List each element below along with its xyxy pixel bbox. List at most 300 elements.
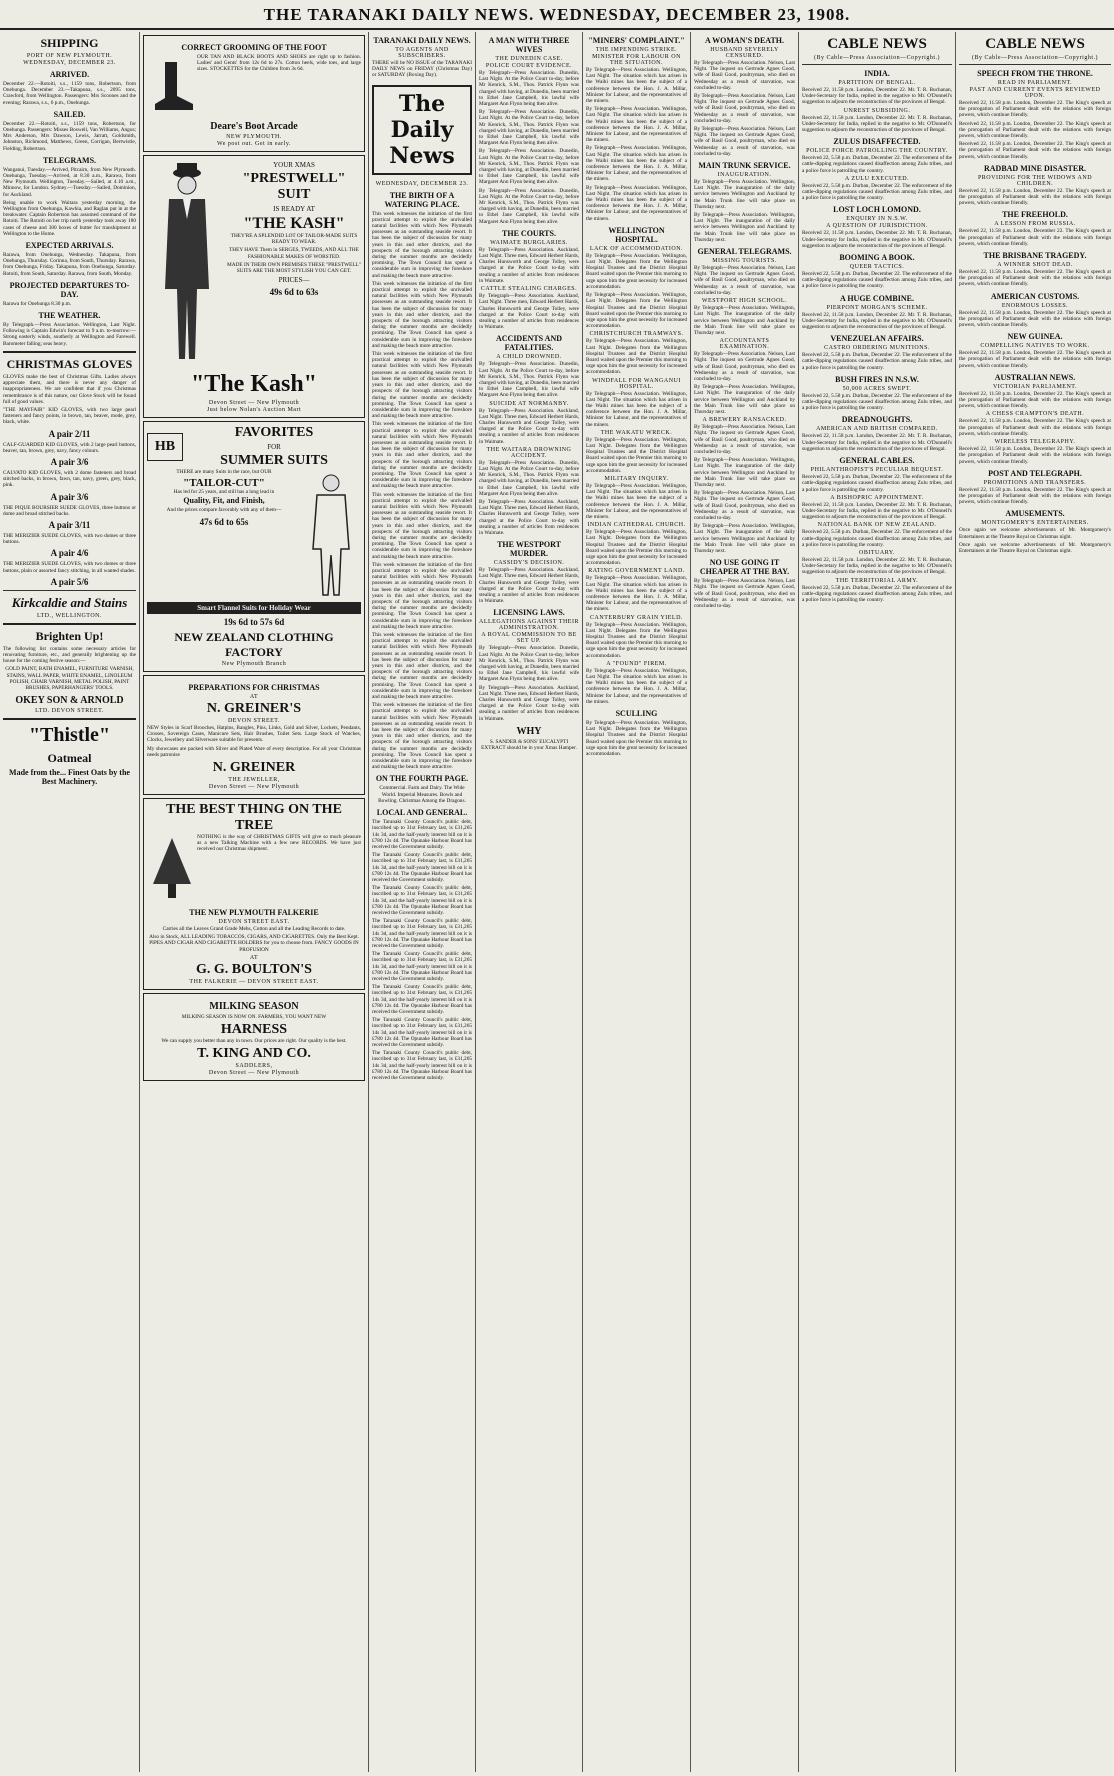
bush-heading: BUSH FIRES IN N.S.W. bbox=[835, 374, 919, 384]
column-8 bbox=[956, 32, 1114, 1772]
death-text-3: By Telegraph—Press Association. Nelson, Last Night. The inquest on Gertrude Agnes Good, wife of Basil Good, poultryman, who died on Wednesday as a result of starvation, was concluded to-day. bbox=[694, 126, 795, 157]
glove-1-price: A pair 2/11 bbox=[48, 428, 91, 439]
sculling-text: By Telegraph—Press Association. Wellington, Last Night. Delegates from the Wellington Hospital Trustees and the District Hospital Board waited upon the Premier this morning to urge upon him the great necessity for increased accommodation. bbox=[586, 720, 687, 758]
hb-logo: HB bbox=[147, 433, 183, 461]
prices-label: PRICES— bbox=[278, 276, 310, 285]
phil-heading: PHILANTHROPIST'S PECULIAR BEQUEST. bbox=[810, 467, 944, 474]
plymouth-text-2: Also in Stock, ALL LEADING TOBACCOS, CIGARS, AND CIGARETTES. Only the Best Kept. PIPES AND CIGAR AND CIGARETTE HOLDERS for you to choose from. FANCY GOODS IN PROFUSION bbox=[149, 934, 359, 953]
kirkcaldie-sub: LTD., WELLINGTON. bbox=[36, 612, 103, 619]
rating-text: By Telegraph—Press Association. Wellington, Last Night. The situation which has arisen in the Waihi mines has been the subject of a conference between the Hon. J. A. Millar, Minister for Labour, and the representatives of the miners. bbox=[586, 575, 687, 613]
okey-sub: LTD. DEVON STREET. bbox=[35, 708, 104, 715]
miners-text-4: By Telegraph—Press Association. Wellington, Last Night. The situation which has arisen in the Waihi mines has been the subject of a conference between the Hon. J. A. Millar, Minister for Labour, and the representatives of the miners. bbox=[586, 184, 687, 222]
thistle-heading: "Thistle" bbox=[28, 724, 111, 747]
wreck-heading: THE WAKATU WRECK. bbox=[600, 429, 673, 436]
plymouth-sub: DEVON STREET EAST. bbox=[218, 919, 290, 926]
australian-heading: AUSTRALIAN NEWS. bbox=[994, 372, 1076, 382]
glove-4-price: A pair 3/11 bbox=[48, 519, 91, 530]
milking-text: MILKING SEASON IS NOW ON. FARMERS, YOU WANT NEW bbox=[181, 1013, 327, 1020]
territorial-text: Received 22, 5.58 p.m. Durban, December 22. The enforcement of the cattle-dipping regulations caused disaffection among Zulu tribes, and a police force is patrolling the country. bbox=[802, 584, 952, 603]
editorial-para-5: This week witnesses the initiation of the first practical attempt to exploit the unrivalled natural facilities with which New Plymouth possesses as an outstanding seaside resort. It has been the subject of discussion for many years in this and other districts, and the prospects of the borough attracting visitors during the summer months are decidedly promising. The Town Council has spent a considerable sum in improving the foreshore and making the beach more attractive. bbox=[372, 491, 472, 560]
radbad-text: Received 22, 11.58 p.m. London, December 22. The King's speech at the prorogation of Parliament dealt with the relations with foreign powers, which continue friendly. bbox=[959, 187, 1111, 207]
acres-text: Received 22, 5.58 p.m. Durban, December 22. The enforcement of the cattle-dipping regulations caused disaffection among Zulu tribes, and a police force is patrolling the country. bbox=[802, 392, 952, 412]
brighten-text: The following list contains some necessary articles for renovating furniture, etc., and generally brightening up the house for the coming festive season:— bbox=[3, 645, 136, 665]
obituary-heading: OBITUARY. bbox=[859, 549, 895, 556]
westport-sub: CASSIDY'S DECISION. bbox=[493, 560, 565, 567]
licensing-sub: ALLEGATIONS AGAINST THEIR ADMINISTRATION. bbox=[479, 619, 579, 632]
boulton-sub: THE FALKERIE — DEVON STREET EAST. bbox=[189, 978, 319, 985]
gloves-text: GLOVES make the best of Christmas Gifts. Ladies always appreciate them, and there is never any danger of inappropriateness. We are confident that if you Christmas remembrance is of this nature, our Glove Stock will be found full of good values. bbox=[3, 373, 136, 405]
obituary-text: Received 22, 11.58 p.m. London, December 22. Mr. T. R. Buchanan, Under-Secretary for India, replied in the negative to Mr. O'Donnell's suggestion to adjourn the reconstruction of the provinces of Bengal. bbox=[802, 556, 952, 576]
oatmeal-heading: Oatmeal bbox=[47, 751, 92, 766]
lesson-text: Received 22, 11.58 p.m. London, December 22. The King's speech at the prorogation of Parliament dealt with the relations with foreign powers, which continue friendly. bbox=[959, 228, 1111, 247]
queer-text: Received 22, 5.58 p.m. Durban, December 22. The enforcement of the cattle-dipping regulations caused disaffection among Zulu tribes, and a police force is patrolling the country. bbox=[802, 271, 952, 290]
column-7 bbox=[799, 32, 956, 1772]
jurisdiction-text: Received 22, 11.58 p.m. London, December 22. Mr. T. R. Buchanan, Under-Secretary for India, replied in the negative to Mr. O'Donnell's suggestion to adjourn the reconstruction of the provinces of Bengal. bbox=[802, 230, 952, 249]
departures-heading: PROJECTED DEPARTURES TO-DAY. bbox=[9, 280, 130, 299]
local-heading: LOCAL AND GENERAL. bbox=[376, 808, 468, 818]
weather-heading: THE WEATHER. bbox=[38, 311, 101, 321]
shipping-heading: SHIPPING bbox=[40, 36, 99, 50]
notice-heading: TARANAKI DAILY NEWS. bbox=[373, 36, 471, 45]
executed-heading: A ZULU EXECUTED. bbox=[844, 175, 910, 182]
guinea-text: Received 22, 11.58 p.m. London, December 22. The King's speech at the prorogation of Parliament dealt with the relations with foreign powers, which continue friendly. bbox=[959, 350, 1111, 369]
brewery-text-4: By Telegraph—Press Association. Wellington, Last Night. The inauguration of the daily service between Wellington and Auckland by the Main Trunk line will take place on Thursday next. bbox=[694, 523, 795, 554]
lomond-heading: LOST LOCH LOMOND. bbox=[833, 205, 921, 215]
column-2 bbox=[140, 32, 369, 1772]
customs-text: Received 22, 11.58 p.m. London, December 22. The King's speech at the prorogation of Parliament dealt with the relations with foreign powers, which continue friendly. bbox=[959, 309, 1111, 329]
correct-heading: CORRECT GROOMING OF THE FOOT bbox=[181, 43, 327, 52]
victorian-heading: VICTORIAN PARLIAMENT. bbox=[992, 383, 1078, 390]
glove-3-price: A pair 3/6 bbox=[50, 491, 89, 502]
greiner-jeweller: THE JEWELLER, bbox=[228, 777, 280, 784]
military-text: By Telegraph—Press Association. Wellington, Last Night. The situation which has arisen in the Waihi mines has been the subject of a conference between the Hon. J. A. Millar, Minister for Labour, and the representatives of the miners. bbox=[586, 482, 687, 520]
speech-text-2: Received 22, 11.58 p.m. London, December 22. The King's speech at the prorogation of Parliament dealt with the relations with foreign powers, which continue friendly. bbox=[959, 120, 1111, 140]
kash-text-2: THEY HAVE Them in SERGES, TWEEDS, AND ALL THE FASHIONABLE MAKES OF WORSTED. bbox=[229, 247, 359, 260]
accidents-text: By Telegraph—Press Association. Dunedin, Last Night. At the Police Court to-day, before Mr Kenrick, S.M., Thos. Patrick Flynn was charged with having, at Dunedin, been married to Ethel Jane Campbell, his lawful wife Margaret Ann Flynn being then alive. bbox=[479, 361, 579, 399]
promotions-text: Received 22, 11.58 p.m. London, December 22. The King's speech at the prorogation of Parliament dealt with the relations with foreign powers, which continue friendly. bbox=[959, 486, 1111, 506]
man-in-suit-illustration bbox=[147, 159, 227, 369]
okey-heading: OKEY SON & ARNOLD bbox=[15, 695, 124, 707]
quality-text-2: And the prices compare favorably with any of them— bbox=[166, 507, 282, 514]
speech-sub-2: PAST AND CURRENT EVENTS REVIEWED UPON. bbox=[969, 87, 1101, 99]
death-text-2: By Telegraph—Press Association. Nelson, Last Night. The inquest on Gertrude Agnes Good, wife of Basil Good, poultryman, who died on Wednesday as a result of starvation, was concluded to-day. bbox=[694, 93, 795, 124]
accidents-heading: ACCIDENTS AND FATALITIES. bbox=[495, 334, 562, 353]
lomond-sub: ENQUIRY IN N.S.W. bbox=[846, 216, 908, 223]
wellington-text-2: By Telegraph—Press Association. Wellington, Last Night. Delegates from the Wellington Hospital Trustees and the District Hospital Board waited upon the Premier this morning to urge upon him the great necessity for increased accommodation. bbox=[586, 292, 687, 330]
expected-text: Rarawa, from Onehunga, Wednesday. Takapuna, from Onehunga, Thursday. Corinna, from South, Thursday. Rarawa, from Onehunga, Friday. Takapuna, from Onehunga, Saturday. Rotoiti, from South, Saturday. Rarawa, from South, Monday. bbox=[3, 252, 136, 277]
canterbury-heading: CANTERBURY GRAIN YIELD. bbox=[590, 614, 683, 621]
kash-big: "The Kash" bbox=[190, 371, 317, 397]
castro-text: Received 22, 5.58 p.m. Durban, December 22. The enforcement of the cattle-dipping regulations caused disaffection among Zulu tribes, and a police force is patrolling the country. bbox=[802, 352, 952, 371]
zulus-text: Received 22, 5.58 p.m. Durban, December 22. The enforcement of the cattle-dipping regulations caused disaffection among Zulu tribes, and a police force is patrolling the country. bbox=[802, 155, 952, 174]
tree-text: NOTHING is the way of CHRISTMAS GIFTS will give so much pleasure as a new Talking Machine with a few new RECORDS. We have just received our Christmas shipment. bbox=[197, 834, 361, 853]
miners-sub-2: MINISTER FOR LABOUR ON THE SITUATION. bbox=[592, 54, 681, 66]
general-cables-heading: GENERAL CABLES. bbox=[839, 456, 915, 466]
port-line: PORT OF NEW PLYMOUTH. bbox=[26, 53, 113, 59]
page4-heading: ON THE FOURTH PAGE. bbox=[375, 774, 469, 784]
summer-suits-ad bbox=[143, 421, 365, 672]
crampton-heading: A CHESS CRAMPTON'S DEATH. bbox=[985, 411, 1085, 418]
trunk-text-1: By Telegraph—Press Association. Wellington, Last Night. The inauguration of the daily service between Wellington and Auckland by the Main Trunk line will take place on Thursday next. bbox=[694, 179, 795, 210]
accountant-heading: ACCOUNTANTS EXAMINATION. bbox=[719, 338, 770, 351]
tramway-heading: CHRISTCHURCH TRAMWAYS. bbox=[589, 331, 684, 338]
crampton-text: Received 22, 11.58 p.m. London, December 22. The King's speech at the prorogation of Parliament dealt with the relations with foreign powers, which continue friendly. bbox=[959, 418, 1111, 437]
tailor-price: 47s 6d to 65s bbox=[199, 516, 249, 527]
brisbane-text: Received 22, 11.58 p.m. London, December 22. The King's speech at the prorogation of Parliament dealt with the relations with foreign powers, which continue friendly. bbox=[959, 269, 1111, 288]
jurisdiction-heading: A QUESTION OF JURISDICTION. bbox=[826, 223, 928, 230]
column-1 bbox=[0, 32, 140, 1772]
summer-heading: SUMMER SUITS bbox=[220, 453, 328, 468]
editorial-para-2: This week witnesses the initiation of the first practical attempt to exploit the unrivalled natural facilities with which New Plymouth possesses as an outstanding seaside resort. It has been the subject of discussion for many years in this and other districts, and the prospects of the borough attracting visitors during the summer months are decidedly promising. The Town Council has spent a considerable sum in improving the foreshore and making the beach more attractive. bbox=[372, 280, 472, 349]
departures-text: Rarawa for Onehunga 8.30 p.m. bbox=[3, 300, 72, 307]
wanganui-heading: WINDFALL FOR WANGANUI HOSPITAL. bbox=[592, 377, 681, 390]
miners-text-1: By Telegraph—Press Association. Wellington, Last Night. The situation which has arisen in the Waihi mines has been the subject of a conference between the Hon. J. A. Millar, Minister for Labour, and the representatives of the miners. bbox=[586, 67, 687, 105]
amusements-text-1: Once again we welcome advertisements of Mr. Montgomery's Entertainers at the Theatre Royal on Christmas night. bbox=[959, 527, 1111, 540]
waitara-text-1: By Telegraph—Press Association. Dunedin, Last Night. At the Police Court to-day, before Mr Kenrick, S.M., Thos. Patrick Flynn was charged with having, at Dunedin, been married to Ethel Jane Campbell, his lawful wife Margaret Ann Flynn being then alive. bbox=[479, 459, 579, 497]
oatmeal-text: Made from the... Finest Oats by the Best Machinery. bbox=[9, 768, 130, 787]
wellington-sub: LACK OF ACCOMMODATION. bbox=[589, 245, 684, 252]
deare-foot: We post out. Get in early. bbox=[217, 141, 291, 147]
castro-heading: CASTRO ORDERING MUNITIONS. bbox=[824, 345, 930, 352]
greiner-text-2: My showcases are packed with Silver and Plated Ware of every description. For all your Christmas needs patronise bbox=[147, 745, 361, 758]
local-text-4: The Taranaki County Council's public debt, inscribed up to 31st February last, is £31,265 14s 3d, and the half-yearly interest bill on it is £780 12s 4d. The Opunake Harbour Board has received the Government subsidy. bbox=[372, 918, 472, 949]
glove-4-text: THE PIQUE BOURSIER SUEDE GLOVES, three buttons or dome and broad stitched backs. bbox=[3, 504, 136, 517]
sailed-heading: SAILED. bbox=[53, 109, 86, 119]
speech-sub: READ IN PARLIAMENT. bbox=[997, 80, 1073, 86]
banking-text: Received 22, 5.58 p.m. Durban, December 22. The enforcement of the cattle-dipping regulations caused disaffection among Zulu tribes, and a police force is patrolling the country. bbox=[802, 529, 952, 548]
king-sub: SADDLERS, bbox=[235, 1063, 273, 1070]
suicide-heading: SUICIDE AT NORMANBY. bbox=[489, 400, 569, 407]
why-heading: WHY bbox=[516, 725, 542, 737]
unrest-heading: UNREST SUBSIDING. bbox=[843, 107, 911, 114]
smart-heading: Smart Flannel Suits for Holiday Wear bbox=[147, 602, 361, 614]
daily-news-heading: The Daily News bbox=[372, 85, 472, 175]
acres-heading: 50,000 ACRES SWEPT. bbox=[842, 385, 912, 392]
greiner-name: N. GREINER bbox=[212, 760, 296, 776]
wives-text-4: By Telegraph—Press Association. Dunedin, Last Night. At the Police Court to-day, before Mr Kenrick, S.M., Thos. Patrick Flynn was charged with having, at Dunedin, been married to Ethel Jane Campbell, his lawful wife Margaret Ann Flynn being then alive. bbox=[479, 187, 579, 225]
king-addr: Devon Street — New Plymouth bbox=[208, 1070, 300, 1077]
unrest-text: Received 22, 11.58 p.m. London, December 22. Mr. T. R. Buchanan, Under-Secretary for India, replied in the negative to Mr. O'Donnell's suggestion to adjourn the reconstruction of the provinces of Bengal. bbox=[802, 114, 952, 134]
brighten-heading: Brighten Up! bbox=[35, 628, 104, 643]
cable-news-sub-1: (By Cable—Press Association—Copyright.) bbox=[814, 55, 940, 61]
notice-sub: TO AGENTS AND SUBSCRIBERS. bbox=[395, 47, 449, 59]
licensing-heading: LICENSING LAWS. bbox=[493, 608, 565, 618]
boot-illustration bbox=[147, 58, 197, 113]
dreadnoughts-sub: AMERICAN AND BRITISH COMPARED. bbox=[816, 426, 938, 433]
pierpont-heading: PIERPONT MORGAN'S SCHEME. bbox=[826, 304, 928, 311]
column-3 bbox=[369, 32, 476, 1772]
favorites-heading: FAVORITES bbox=[234, 425, 314, 440]
date-line: WEDNESDAY, DECEMBER 23. bbox=[23, 60, 116, 66]
cable-news-sub-2: (By Cable—Press Association—Copyright.) bbox=[972, 55, 1098, 61]
christmas-tree-illustration bbox=[147, 834, 197, 904]
executed-text: Received 22, 5.58 p.m. Durban, December 22. The enforcement of the cattle-dipping regulations caused disaffection among Zulu tribes, and a police force is patrolling the country. bbox=[802, 182, 952, 202]
bishop-heading: A BISHOPRIC APPOINTMENT. bbox=[830, 494, 924, 501]
glove-5-price: A pair 4/6 bbox=[50, 548, 89, 559]
glove-6-text: THE MERIZIER SUEDE GLOVES, with two domes or three buttons, plain or assorted fancy stitching, in all wanted shades. bbox=[3, 561, 136, 574]
brewery-heading: A BREWERY RANSACKED. bbox=[702, 417, 787, 424]
kash-ad bbox=[143, 155, 365, 418]
zulus-sub: POLICE FORCE PATROLLING THE COUNTRY. bbox=[806, 148, 948, 155]
local-text-8: The Taranaki County Council's public debt, inscribed up to 31st February last, is £31,265 14s 3d, and the half-yearly interest bill on it is £780 12s 4d. The Opunake Harbour Board has received the Government subsidy. bbox=[372, 1050, 472, 1082]
licensing-text-2: By Telegraph—Press Association. Auckland, Last Night. Three men, Edward Herbert Hards, Charles Hunsworth and George Tolley, were charged at the Police Court to-day with stealing a number of articles from residences in Waimate. bbox=[479, 684, 579, 722]
death-heading: A WOMAN'S DEATH. bbox=[704, 36, 785, 45]
harness-ad bbox=[143, 993, 365, 1081]
local-text-3: The Taranaki County Council's public debt, inscribed up to 31st February last, is £31,265 14s 3d, and the half-yearly interest bill on it is £780 12s 4d. The Opunake Harbour Board has received the Government subsidy. bbox=[372, 885, 472, 916]
partition-text: Received 22, 11.58 p.m. London, December 22. Mr. T. R. Buchanan, Under-Secretary for India, replied in the negative to Mr. O'Donnell's suggestion to adjourn the reconstruction of the provinces of Bengal. bbox=[802, 87, 952, 106]
wives-heading: A MAN WITH THREE WIVES bbox=[488, 36, 570, 54]
courts-sub: WAIMATE BURGLARIES. bbox=[490, 239, 568, 246]
trunk-heading: MAIN TRUNK SERVICE. bbox=[698, 161, 791, 171]
prep-heading: PREPARATIONS FOR CHRISTMAS bbox=[188, 683, 320, 692]
smart-price: 19s 6d to 57s 6d bbox=[223, 617, 285, 627]
kash-addr: Devon Street — New Plymouth bbox=[208, 400, 300, 406]
india-heading: INDIA. bbox=[864, 69, 890, 78]
westport-heading: THE WESTPORT MURDER. bbox=[497, 540, 561, 559]
local-text-6: The Taranaki County Council's public debt, inscribed up to 31st February last, is £31,265 14s 3d, and the half-yearly interest bill on it is £780 12s 4d. The Opunake Harbour Board has received the Government subsidy. bbox=[372, 984, 472, 1015]
kash-text: THEY'RE A SPLENDID LOT OF TAILOR-MADE SUITS READY TO WEAR. bbox=[230, 233, 358, 246]
sailed-text: December 22.—Rotoiti, s.s., 1159 tons, Robertson, for Onehunga. Passengers: Misses Boswell, Van Williams, Angus; Mrs Anderson, Mrs Dawson, Lewis, Jarratt, Goldsmith, Johnston, Richmond, Matthews, Green, Corrigan, Bertwistle, Fielding, Robertson. bbox=[3, 120, 136, 152]
customs-heading: AMERICAN CUSTOMS. bbox=[990, 291, 1080, 301]
brisbane-sub: A WINNER SHOT DEAD. bbox=[997, 262, 1073, 269]
tailor-text: THERE are many Suits in the race, but OUR bbox=[176, 469, 272, 475]
radbad-heading: RADBAD MINE DISASTER. bbox=[983, 163, 1086, 173]
zulus-heading: ZULUS DISAFFECTED. bbox=[833, 137, 921, 147]
kash-heading: "THE KASH" bbox=[243, 215, 345, 232]
accidents-sub: A CHILD DROWNED. bbox=[496, 354, 562, 361]
miners-text-3: By Telegraph—Press Association. Wellington, Last Night. The situation which has arisen in the Waihi mines has been the subject of a conference between the Hon. J. A. Millar, Minister for Labour, and the representatives of the miners. bbox=[586, 145, 687, 183]
xmas-heading: YOUR XMAS bbox=[273, 161, 315, 169]
radbad-sub: PROVIDING FOR THE WIDOWS AND CHILDREN. bbox=[977, 174, 1093, 187]
suicide-text: By Telegraph—Press Association. Auckland, Last Night. Three men, Edward Herbert Hards, Charles Hunsworth and George Tolley, were charged at the Police Court to-day with stealing a number of articles from residences in Waimate. bbox=[479, 407, 579, 445]
cattle-heading: CATTLE STEALING CHARGES. bbox=[480, 286, 578, 293]
found-heading: A "FOUND" FIREM. bbox=[606, 660, 667, 667]
boot-ad bbox=[143, 35, 365, 152]
arrived-text: December 22.—Rotoiti, s.s., 1159 tons, Robertson, from Onehunga. December 23.—Takapuna, s.s., 2095 tons, Crawford, from Wellington. Passengers: Mrs Scoones and the evening; Rarawa, s.s., 6 p.m., Onehunga. bbox=[3, 81, 136, 106]
dreadnoughts-heading: DREADNOUGHTS. bbox=[841, 415, 913, 425]
wanganui-text: By Telegraph—Press Association. Wellington, Last Night. The situation which has arisen in the Waihi mines has been the subject of a conference between the Hon. J. A. Millar, Minister for Labour, and the representatives of the miners. bbox=[586, 390, 687, 428]
phil-text: Received 22, 5.58 p.m. Durban, December 22. The enforcement of the cattle-dipping regulations caused disaffection among Zulu tribes, and a police force is patrolling the country. bbox=[802, 474, 952, 493]
bishop-text: Received 22, 11.58 p.m. London, December 22. Mr. T. R. Buchanan, Under-Secretary for India, replied in the negative to Mr. O'Donnell's suggestion to adjourn the reconstruction of the provinces of Bengal. bbox=[802, 501, 952, 521]
promotions-heading: PROMOTIONS AND TRANSFERS. bbox=[983, 479, 1087, 486]
kash-addr-2: Just below Nolan's Auction Mart bbox=[206, 407, 302, 413]
correct-text: OUR TAN AND BLACK BOOTS AND SHOES are right up to fashion. Ladies' and Gents' from 12s 6d to 27s. Cotton heels, wide toes, and large sizes. STOCKETTES for the Children from 3s 6d. bbox=[197, 54, 361, 73]
deare-heading: Deare's Boot Arcade bbox=[210, 121, 298, 132]
tailor-cut: "TAILOR-CUT" bbox=[183, 477, 265, 490]
nzcf-heading: NEW ZEALAND CLOTHING FACTORY bbox=[174, 630, 334, 659]
favorites-for: FOR bbox=[267, 443, 281, 451]
page4-text: Commercial. Farm and Dairy. The Wide World. Imperial Measures. Bowls and Bowling. Christmas Among the Dragons. bbox=[378, 785, 466, 804]
trunk-text-2: By Telegraph—Press Association. Wellington, Last Night. The inauguration of the daily service between Wellington and Auckland by the Main Trunk line will take place on Thursday next. bbox=[694, 212, 795, 243]
wives-text-2: By Telegraph—Press Association. Dunedin, Last Night. At the Police Court to-day, before Mr Kenrick, S.M., Thos. Patrick Flynn was charged with having, at Dunedin, been married to Ethel Jane Campbell, his lawful wife Margaret Ann Flynn being then alive. bbox=[479, 109, 579, 147]
accountant-text-2: By Telegraph—Press Association. Wellington, Last Night. The inauguration of the daily service between Wellington and Auckland by the Main Trunk line will take place on Thursday next. bbox=[694, 384, 795, 415]
freehold-heading: THE FREEHOLD. bbox=[1002, 210, 1068, 220]
courts-text-2: By Telegraph—Press Association. Auckland, Last Night. Three men, Edward Herbert Hards, Charles Hunsworth and George Tolley, were charged at the Police Court to-day with stealing a number of articles from residences in Waimate. bbox=[479, 293, 579, 331]
wellington-text-1: By Telegraph—Press Association. Wellington, Last Night. Delegates from the Wellington Hospital Trustees and the District Hospital Board waited upon the Premier this morning to urge upon him the great necessity for increased accommodation. bbox=[586, 252, 687, 290]
harness-text: We can supply you better than any in town. Our prices are right. Our quality is the best. bbox=[161, 1038, 347, 1045]
column-6 bbox=[691, 32, 799, 1772]
pierpont-text: Received 22, 11.58 p.m. London, December 22. Mr. T. R. Buchanan, Under-Secretary for India, replied in the negative to Mr. O'Donnell's suggestion to adjourn the reconstruction of the provinces of Bengal. bbox=[802, 311, 952, 331]
lecture-heading: INDIAN CATHEDRAL CHURCH. bbox=[587, 522, 686, 529]
rating-heading: RATING GOVERNMENT LAND. bbox=[588, 568, 685, 575]
speech-heading: SPEECH FROM THE THRONE. bbox=[977, 69, 1093, 78]
greiner-addr: Devon Street — New Plymouth bbox=[208, 784, 300, 791]
wives-sub-2: POLICE COURT EVIDENCE. bbox=[485, 63, 573, 69]
westport-school-text: By Telegraph—Press Association. Wellington, Last Night. The inauguration of the daily service between Wellington and Auckland by the Main Trunk line will take place on Thursday next. bbox=[694, 305, 795, 336]
boulton-heading: G. G. BOULTON'S bbox=[196, 961, 312, 977]
tree-ad bbox=[143, 798, 365, 990]
kirkcaldie-heading: Kirkcaldie and Stains bbox=[11, 594, 128, 610]
glove-1-text: "THE MAYFAIR" KID GLOVES, with two large pearl fasteners and fancy points, in brown, tan, beaver, mode, grey, black, white. bbox=[3, 406, 136, 426]
tree-heading: THE BEST THING ON THE TREE bbox=[166, 802, 342, 834]
no-use-text: By Telegraph—Press Association. Nelson, Last Night. The inquest on Gertrude Agnes Good, wife of Basil Good, poultryman, who died on Wednesday as a result of starvation, was concluded to-day. bbox=[694, 578, 795, 610]
glove-6-price: A pair 5/6 bbox=[50, 576, 89, 587]
trunk-sub: INAUGURATION. bbox=[717, 172, 772, 179]
local-text-7: The Taranaki County Council's public debt, inscribed up to 31st February last, is £31,265 14s 3d, and the half-yearly interest bill on it is £780 12s 4d. The Opunake Harbour Board has received the Government subsidy. bbox=[372, 1017, 472, 1048]
quality-text: Quality, Fit, and Finish, bbox=[183, 496, 265, 506]
column-5 bbox=[583, 32, 691, 1772]
plymouth-text: Carries all the Leaves Grand Grade Mehs, Cotton and all the Leading Records to date. bbox=[162, 926, 346, 933]
missing-heading: MISSING TOURISTS. bbox=[712, 258, 777, 265]
glove-2-price: A pair 3/6 bbox=[50, 456, 89, 467]
courts-text: By Telegraph—Press Association. Auckland, Last Night. Three men, Edward Herbert Hards, Charles Hunsworth and George Tolley, were charged at the Police Court to-day with stealing a number of articles from residences in Waimate. bbox=[479, 246, 579, 284]
editorial-para-6: This week witnesses the initiation of the first practical attempt to exploit the unrivalled natural facilities with which New Plymouth possesses as an outstanding seaside resort. It has been the subject of discussion for many years in this and other districts, and the prospects of the borough attracting visitors during the summer months are decidedly promising. The Town Council has spent a considerable sum in improving the foreshore and making the beach more attractive. bbox=[372, 561, 472, 630]
greiner-text: NEW Styles in Scarf Brooches, Hatpins, Bangles, Pins, Links, Gold and Silver, Lockets, Pendants, Crosses, Sovereign Cases, Manicure Sets, Hair Brushes, Toilet Sets. Large Stock of Watches, Clocks, Jewellery and Silverware suitable for presents. bbox=[147, 725, 361, 744]
customs-sub: ENORMOUS LOSSES. bbox=[1001, 302, 1069, 309]
notice-text: THERE will be NO ISSUE of the TARANAKI DAILY NEWS on FRIDAY (Christmas Day) or SATURDAY (Boxing Day). bbox=[372, 60, 472, 79]
speech-text-3: Received 22, 11.58 p.m. London, December 22. The King's speech at the prorogation of Parliament dealt with the relations with foreign powers, which continue friendly. bbox=[959, 141, 1111, 160]
victorian-text: Received 22, 11.58 p.m. London, December 22. The King's speech at the prorogation of Parliament dealt with the relations with foreign powers, which continue friendly. bbox=[959, 390, 1111, 410]
combine-heading: A HUGE COMBINE. bbox=[839, 293, 914, 303]
wireless-heading: WIRELESS TELEGRAPHY. bbox=[994, 439, 1076, 446]
death-text-1: By Telegraph—Press Association. Nelson, Last Night. The inquest on Gertrude Agnes Good, wife of Basil Good, poultryman, who died on Wednesday as a result of starvation, was concluded to-day. bbox=[694, 60, 795, 91]
daily-date: WEDNESDAY, DECEMBER 23. bbox=[375, 180, 469, 187]
editorial-para-8: This week witnesses the initiation of the first practical attempt to exploit the unrivalled natural facilities with which New Plymouth possesses as an outstanding seaside resort. It has been the subject of discussion for many years in this and other districts, and the prospects of the borough attracting visitors during the summer months are decidedly promising. The Town Council has spent a considerable sum in improving the foreshore and making the beach more attractive. bbox=[372, 702, 472, 771]
westport-text: By Telegraph—Press Association. Auckland, Last Night. Three men, Edward Herbert Hards, Charles Hunsworth and George Tolley, were charged at the Police Court to-day with stealing a number of articles from residences in Waimate. bbox=[479, 567, 579, 605]
prices-value: 49s 6d to 63s bbox=[269, 287, 319, 298]
deare-sub: NEW PLYMOUTH. bbox=[226, 134, 282, 140]
nzcf-sub: New Plymouth Branch bbox=[221, 661, 287, 667]
waitara-heading: THE WAITARA DROWNING ACCIDENT. bbox=[486, 446, 572, 459]
licensing-sub-2: A ROYAL COMMISSION TO BE SET UP. bbox=[481, 632, 577, 645]
gloves-heading: CHRISTMAS GLOVES bbox=[6, 356, 133, 371]
missing-text: By Telegraph—Press Association. Nelson, Last Night. The inquest on Gertrude Agnes Good, wife of Basil Good, poultryman, who died on Wednesday as a result of starvation, was concluded to-day. bbox=[694, 265, 795, 296]
king-heading: T. KING AND CO. bbox=[197, 1046, 311, 1062]
editorial-para-1: This week witnesses the initiation of the first practical attempt to exploit the unrivalled natural facilities with which New Plymouth possesses as an outstanding seaside resort. It has been the subject of discussion for many years in this and other districts, and the prospects of the borough attracting visitors during the summer months are decidedly promising. The Town Council has spent a considerable sum in improving the foreshore and making the beach more attractive. bbox=[372, 210, 472, 279]
cable-news-heading-2: CABLE NEWS bbox=[985, 36, 1085, 52]
wreck-text: By Telegraph—Press Association. Wellington, Last Night. Delegates from the Wellington Hospital Trustees and the District Hospital Board waited upon the Premier this morning to urge upon him the great necessity for increased accommodation. bbox=[586, 436, 687, 474]
kash-text-3: MADE IN THEIR OWN PREMISES THESE "PRESTWELL" SUITS ARE THE MOST STYLISH YOU CAN GET. bbox=[227, 261, 361, 275]
greiner-sub: DEVON STREET. bbox=[227, 718, 281, 724]
glove-5-text: THE MERIZIER SUEDE GLOVES, with two domes or three buttons. bbox=[3, 532, 136, 546]
found-text: By Telegraph—Press Association. Wellington, Last Night. The situation which has arisen in the Waihi mines has been the subject of a conference between the Hon. J. A. Millar, Minister for Labour, and the representatives of the miners. bbox=[586, 667, 687, 705]
guinea-heading: NEW GUINEA. bbox=[1007, 332, 1063, 342]
brewery-text-1: By Telegraph—Press Association. Nelson, Last Night. The inquest on Gertrude Agnes Good, wife of Basil Good, poultryman, who died on Wednesday as a result of starvation, was concluded to-day. bbox=[694, 424, 795, 455]
sculling-heading: SCULLING bbox=[615, 709, 658, 719]
column-4 bbox=[476, 32, 583, 1772]
greiner-at: AT bbox=[249, 694, 259, 700]
brighten-items: GOLD PAINT, BATH ENAMEL, FURNITURE VARNISH, STAINS, WALL PAPER, WHITE ENAMEL, LINOLEUM POLISH, CHAIR VARNISH, METAL POLISH, PAINT BRUSHES, PAPERHANGERS' TOOLS. bbox=[5, 666, 134, 691]
greiner-ad bbox=[143, 675, 365, 795]
amusements-text-2: Once again we welcome advertisements of Mr. Montgomery's Entertainers at the Theatre Royal on Christmas night. bbox=[959, 541, 1111, 554]
courts-heading: THE COURTS. bbox=[502, 228, 556, 238]
death-sub: HUSBAND SEVERELY CENSURED. bbox=[710, 47, 779, 59]
brewery-text-2: By Telegraph—Press Association. Wellington, Last Night. The inauguration of the daily service between Wellington and Auckland by the Main Trunk line will take place on Thursday next. bbox=[694, 457, 795, 488]
tramway-text: By Telegraph—Press Association. Wellington, Last Night. Delegates from the Wellington Hospital Trustees and the District Hospital Board waited upon the Premier this morning to urge upon him the great necessity for increased accommodation. bbox=[586, 338, 687, 376]
miners-heading: "MINERS' COMPLAINT." bbox=[588, 36, 685, 45]
venezuela-heading: VENEZUELAN AFFAIRS. bbox=[830, 334, 924, 344]
canterbury-text: By Telegraph—Press Association. Wellington, Last Night. Delegates from the Wellington Hospital Trustees and the District Hospital Board waited upon the Premier this morning to urge upon him the great necessity for increased accommodation. bbox=[586, 621, 687, 659]
miners-text-2: By Telegraph—Press Association. Wellington, Last Night. The situation which has arisen in the Waihi mines has been the subject of a conference between the Hon. J. A. Millar, Minister for Labour, and the representatives of the miners. bbox=[586, 106, 687, 144]
wives-sub: THE DUNEDIN CASE. bbox=[495, 56, 563, 62]
local-text-2: The Taranaki County Council's public debt, inscribed up to 31st February last, is £31,265 14s 3d, and the half-yearly interest bill on it is £780 12s 4d. The Opunake Harbour Board has received the Government subsidy. bbox=[372, 852, 472, 883]
harness-heading: HARNESS bbox=[220, 1022, 288, 1038]
plymouth-at: AT bbox=[249, 954, 259, 961]
amusements-heading: AMUSEMENTS. bbox=[1005, 509, 1065, 519]
shipping-notes: Being unable to work Waitara yesterday morning, the Wellington from Onehunga, Kawhia, and Raglan put in at the breakwater. Captain Robertson has assumed command of the Rotoiti. The Rotoiti on her trip north yesterday took away 180 cases of cheese and 300 boxes of butter for transhipment at Wellington to the Home. bbox=[3, 199, 136, 237]
wellington-heading: WELLINGTON HOSPITAL. bbox=[608, 225, 665, 244]
guinea-sub: COMPELLING NATIVES TO WORK. bbox=[980, 343, 1090, 350]
why-text: S. SANDER & SONS' EUCALYPTI EXTRACT should be in your Xmas Hamper. bbox=[481, 738, 577, 752]
ready-text: IS READY AT bbox=[273, 205, 315, 213]
queer-heading: QUEER TACTICS. bbox=[849, 264, 905, 271]
editorial-para-4: This week witnesses the initiation of the first practical attempt to exploit the unrivalled natural facilities with which New Plymouth possesses as an outstanding seaside resort. It has been the subject of discussion for many years in this and other districts, and the prospects of the borough attracting visitors during the summer months are decidedly promising. The Town Council has spent a considerable sum in improving the foreshore and making the beach more attractive. bbox=[372, 421, 472, 490]
local-text-1: The Taranaki County Council's public debt, inscribed up to 31st February last, is £31,265 14s 3d, and the half-yearly interest bill on it is £780 12s 4d. The Opunake Harbour Board has received the Government subsidy. bbox=[372, 819, 472, 850]
wives-text-1: By Telegraph—Press Association. Dunedin, Last Night. At the Police Court to-day, before Mr Kenrick, S.M., Thos. Patrick Flynn was charged with having, at Dunedin, been married to Ethel Jane Campbell, his lawful wife Margaret Ann Flynn being then alive. bbox=[479, 70, 579, 108]
wireless-text: Received 22, 11.58 p.m. London, December 22. The King's speech at the prorogation of Parliament dealt with the relations with foreign powers, which continue friendly. bbox=[959, 446, 1111, 465]
expected-heading: EXPECTED ARRIVALS. bbox=[25, 241, 114, 251]
general-telegrams-heading: GENERAL TELEGRAMS. bbox=[697, 247, 792, 257]
glove-3-text: CALVATO KID GLOVES, with 2 dome fasteners and broad stitched backs, in brown, fawn, tan, navy, green, grey, black, pink. bbox=[3, 469, 136, 489]
birth-heading: THE BIRTH OF A WATERING PLACE. bbox=[384, 190, 460, 209]
local-text-5: The Taranaki County Council's public debt, inscribed up to 31st February last, is £31,265 14s 3d, and the half-yearly interest bill on it is £780 12s 4d. The Opunake Harbour Board has received the Government subsidy. bbox=[372, 951, 472, 982]
summer-suit-man-illustration bbox=[301, 469, 361, 599]
newspaper-title: THE TARANAKI DAILY NEWS. WEDNESDAY, DECEMBER 23, 1908. bbox=[263, 5, 851, 24]
speech-text-1: Received 22, 11.58 p.m. London, December 22. The King's speech at the prorogation of Parliament dealt with the relations with foreign powers, which continue friendly. bbox=[959, 100, 1111, 119]
military-heading: MILITARY INQUIRY. bbox=[604, 475, 669, 482]
banking-heading: NATIONAL BANK OF NEW ZEALAND. bbox=[817, 522, 937, 529]
miners-sub: THE IMPENDING STRIKE. bbox=[595, 47, 678, 53]
telegrams-heading: TELEGRAMS. bbox=[42, 155, 97, 165]
arrived-heading: ARRIVED. bbox=[49, 70, 90, 79]
brewery-text-3: By Telegraph—Press Association. Nelson, Last Night. The inquest on Gertrude Agnes Good, wife of Basil Good, poultryman, who died on Wednesday as a result of starvation, was concluded to-day. bbox=[694, 490, 795, 521]
editorial-para-3: This week witnesses the initiation of the first practical attempt to exploit the unrivalled natural facilities with which New Plymouth possesses as an outstanding seaside resort. It has been the subject of discussion for many years in this and other districts, and the prospects of the borough attracting visitors during the summer months are decidedly promising. The Town Council has spent a considerable sum in improving the foreshore and making the beach more attractive. bbox=[372, 351, 472, 420]
territorial-heading: THE TERRITORIAL ARMY. bbox=[835, 577, 919, 584]
tailor-text-2: Has led for 25 years, and still has a long lead in bbox=[173, 489, 275, 496]
booming-heading: BOOMING A BOOK. bbox=[839, 253, 915, 263]
waitara-text-2: By Telegraph—Press Association. Auckland, Last Night. Three men, Edward Herbert Hards, Charles Hunsworth and George Tolley, were charged at the Police Court to-day with stealing a number of articles from residences in Waimate. bbox=[479, 498, 579, 536]
no-use-heading: NO USE GOING IT CHEAPER AT THE BAY. bbox=[699, 558, 790, 577]
glove-2-text: CALF-GUARDED KID GLOVES, with 2 large pearl buttons, beaver, tan, brown, grey, navy, fancy colours. bbox=[3, 441, 136, 454]
prestwell-heading: "PRESTWELL" bbox=[242, 171, 346, 186]
brisbane-heading: THE BRISBANE TRAGEDY. bbox=[983, 251, 1087, 261]
westport-school-heading: WESTPORT HIGH SCHOOL. bbox=[701, 298, 788, 305]
accountant-text-1: By Telegraph—Press Association. Nelson, Last Night. The inquest on Gertrude Agnes Good, wife of Basil Good, poultryman, who died on Wednesday as a result of starvation, was concluded to-day. bbox=[694, 351, 795, 382]
suit-heading: SUIT bbox=[277, 187, 311, 202]
wives-text-3: By Telegraph—Press Association. Dunedin, Last Night. At the Police Court to-day, before Mr Kenrick, S.M., Thos. Patrick Flynn was charged with having, at Dunedin, been married to Ethel Jane Campbell, his lawful wife Margaret Ann Flynn being then alive. bbox=[479, 148, 579, 186]
milking-heading: MILKING SEASON bbox=[209, 1000, 299, 1012]
lecture-text: By Telegraph—Press Association. Wellington, Last Night. Delegates from the Wellington Hospital Trustees and the District Hospital Board waited upon the Premier this morning to urge upon him the great necessity for increased accommodation. bbox=[586, 529, 687, 567]
greiner-heading: N. GREINER'S bbox=[206, 701, 302, 716]
licensing-text-1: By Telegraph—Press Association. Dunedin, Last Night. At the Police Court to-day, before Mr Kenrick, S.M., Thos. Patrick Flynn was charged with having, at Dunedin, been married to Ethel Jane Campbell, his lawful wife Margaret Ann Flynn being then alive. bbox=[479, 645, 579, 683]
amusements-sub: MONTGOMERY'S ENTERTAINERS. bbox=[981, 520, 1089, 527]
lesson-heading: A LESSON FROM RUSSIA. bbox=[994, 221, 1076, 228]
telegrams-text: Wanganui, Tuesday.—Arrived, Pitcairn, from New Plymouth. Onehunga, Tuesday.—Arrived, at 8.30 a.m., Rarawa, from New Plymouth. Wellington, Tuesday.—Sailed, at 4.10 a.m., Minnow, for London. Sydney.—Tuesday.—Sailed, Dominion, for Auckland. bbox=[3, 166, 136, 198]
weather-text: By Telegraph.—Press Association. Wellington, Last Night. Following is Captain Edwin's forecast to 9 a.m. to-morrow:—Strong easterly winds, southerly at Wellington and Farewell. Barometer falling; seas heavy. bbox=[3, 322, 136, 347]
masthead bbox=[0, 0, 1114, 30]
cable-news-heading-1: CABLE NEWS bbox=[827, 36, 927, 52]
dreadnoughts-text: Received 22, 11.58 p.m. London, December 22. Mr. T. R. Buchanan, Under-Secretary for India, replied in the negative to Mr. O'Donnell's suggestion to adjourn the reconstruction of the provinces of Bengal. bbox=[802, 433, 952, 452]
